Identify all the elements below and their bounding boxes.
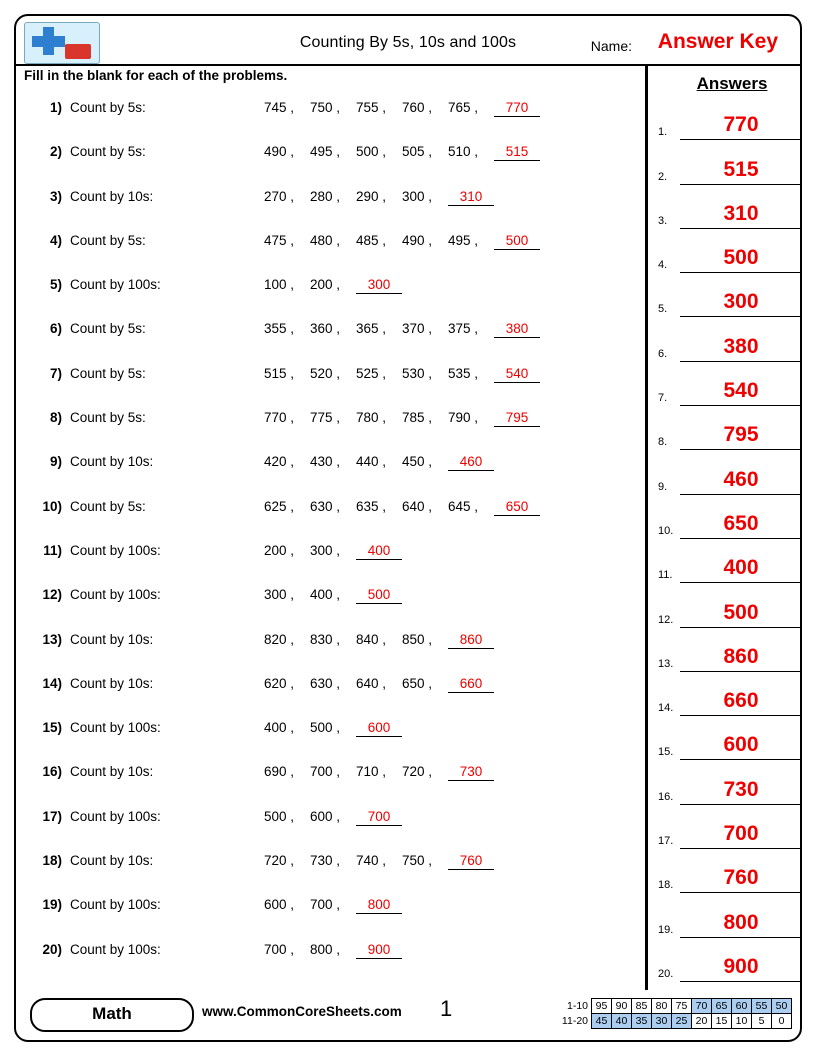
- answer-value[interactable]: 650: [723, 511, 759, 535]
- sequence-term: 450 ,: [402, 454, 433, 470]
- score-row-label: 1-10: [566, 1000, 588, 1012]
- score-cell: 15: [712, 1014, 732, 1029]
- problem-sequence: [264, 454, 494, 471]
- score-cell: 40: [612, 1014, 632, 1029]
- problem-sequence: [264, 897, 402, 914]
- score-cell: 25: [672, 1014, 692, 1029]
- answer-index: 3.: [658, 214, 668, 227]
- answer-index: 12.: [658, 613, 674, 626]
- problem-text: Count by 5s:: [70, 144, 146, 160]
- answer-value[interactable]: 900: [723, 954, 759, 978]
- sequence-term: 530 ,: [402, 365, 433, 381]
- answer-item: [656, 366, 808, 410]
- problem-row: [24, 843, 642, 887]
- problem-number: 6): [49, 321, 62, 337]
- score-cell: 95: [592, 999, 612, 1014]
- problem-text: Count by 10s:: [70, 188, 154, 204]
- problem-row: [24, 400, 642, 444]
- answer-item: [656, 277, 808, 321]
- sequence-term: 690 ,: [264, 764, 295, 780]
- worksheet-footer: [16, 988, 800, 1040]
- problem-text: Count by 5s:: [70, 365, 146, 381]
- sequence-term: 730 ,: [310, 853, 341, 869]
- answer-item: [656, 454, 808, 498]
- problem-row: [24, 134, 642, 178]
- problem-number: 7): [49, 365, 62, 381]
- answer-value[interactable]: 730: [723, 777, 759, 801]
- sequence-term: 500 ,: [264, 808, 295, 824]
- answer-item: [656, 809, 808, 853]
- score-row-label: 11-20: [561, 1015, 588, 1027]
- sequence-term: 785 ,: [402, 410, 433, 426]
- score-cell: 65: [712, 999, 732, 1014]
- answer-blank[interactable]: 900: [356, 942, 402, 959]
- problem-text: Count by 10s:: [70, 675, 154, 691]
- problem-number: 14): [42, 675, 62, 691]
- problem-row: [24, 533, 642, 577]
- answer-value[interactable]: 800: [723, 910, 759, 934]
- answer-index: 17.: [658, 835, 674, 848]
- sequence-term: 645 ,: [448, 498, 479, 514]
- problem-number: 2): [49, 144, 62, 160]
- sequence-term: 370 ,: [402, 321, 433, 337]
- problem-row: [24, 799, 642, 843]
- problem-text: Count by 100s:: [70, 720, 161, 736]
- sequence-term: 485 ,: [356, 232, 387, 248]
- sequence-term: 300 ,: [310, 542, 341, 558]
- problem-sequence: [264, 587, 402, 604]
- problem-row: [24, 90, 642, 134]
- problem-sequence: [264, 720, 402, 737]
- answer-index: 19.: [658, 923, 674, 936]
- problem-row: [24, 666, 642, 710]
- sequence-term: 490 ,: [264, 144, 295, 160]
- problem-sequence: [264, 189, 494, 206]
- sequence-term: 630 ,: [310, 498, 341, 514]
- answer-item: [656, 233, 808, 277]
- sequence-term: 480 ,: [310, 232, 341, 248]
- problem-row: [24, 622, 642, 666]
- answer-key-badge: Answer Key: [657, 30, 778, 53]
- score-row: [560, 999, 792, 1014]
- problem-sequence: [264, 100, 540, 117]
- sequence-term: 775 ,: [310, 410, 341, 426]
- worksheet-header: [16, 16, 800, 64]
- answer-index: 18.: [658, 879, 674, 892]
- problem-row: [24, 267, 642, 311]
- problem-sequence: [264, 410, 540, 427]
- problem-row: [24, 887, 642, 931]
- problem-number: 15): [42, 720, 62, 736]
- problem-number: 13): [42, 631, 62, 647]
- answer-value[interactable]: 600: [723, 733, 759, 757]
- problem-text: Count by 5s:: [70, 100, 146, 115]
- answer-value[interactable]: 760: [723, 866, 759, 890]
- sequence-term: 490 ,: [402, 232, 433, 248]
- problem-row: [24, 179, 642, 223]
- problem-list: [24, 90, 642, 976]
- problem-text: Count by 5s:: [70, 498, 146, 514]
- answer-blank[interactable]: 500: [494, 233, 540, 250]
- answer-blank[interactable]: 515: [494, 144, 540, 161]
- problem-text: Count by 100s:: [70, 897, 161, 913]
- sequence-term: 430 ,: [310, 454, 341, 470]
- score-cell: 10: [732, 1014, 752, 1029]
- problem-row: [24, 444, 642, 488]
- problem-number: 5): [49, 277, 62, 293]
- answer-blank[interactable]: 860: [448, 632, 494, 649]
- sequence-term: 400 ,: [264, 720, 295, 736]
- problem-number: 9): [49, 454, 62, 470]
- sequence-term: 740 ,: [356, 853, 387, 869]
- worksheet-page: [14, 14, 802, 1042]
- score-cell: 85: [632, 999, 652, 1014]
- problem-text: Count by 5s:: [70, 410, 146, 426]
- answer-item: [656, 321, 808, 365]
- sequence-term: 520 ,: [310, 365, 341, 381]
- score-cell: 30: [652, 1014, 672, 1029]
- answer-value[interactable]: 400: [723, 556, 759, 580]
- sequence-term: 535 ,: [448, 365, 479, 381]
- answer-item: [656, 676, 808, 720]
- answer-blank[interactable]: 770: [494, 100, 540, 117]
- problem-text: Count by 10s:: [70, 764, 154, 780]
- problem-number: 17): [42, 808, 62, 824]
- answer-item: [656, 632, 808, 676]
- sequence-term: 500 ,: [310, 720, 341, 736]
- sequence-term: 820 ,: [264, 631, 295, 647]
- sequence-term: 700 ,: [264, 941, 295, 957]
- problem-text: Count by 100s:: [70, 941, 161, 957]
- answer-item: [656, 853, 808, 897]
- sequence-term: 710 ,: [356, 764, 387, 780]
- answer-blank[interactable]: 400: [356, 543, 402, 560]
- problem-row: [24, 754, 642, 798]
- answer-value[interactable]: 700: [723, 822, 759, 846]
- answer-value[interactable]: 515: [723, 157, 759, 181]
- answer-blank[interactable]: 600: [356, 720, 402, 737]
- answer-index: 8.: [658, 436, 668, 449]
- answer-item: [656, 100, 808, 144]
- score-cell: 90: [612, 999, 632, 1014]
- sequence-term: 650 ,: [402, 675, 433, 691]
- problem-sequence: [264, 942, 402, 959]
- answer-index: 7.: [658, 392, 668, 405]
- answer-blank[interactable]: 500: [356, 587, 402, 604]
- problem-number: 12): [42, 587, 62, 603]
- sequence-term: 475 ,: [264, 232, 295, 248]
- sequence-term: 440 ,: [356, 454, 387, 470]
- problem-row: [24, 311, 642, 355]
- sequence-term: 630 ,: [310, 675, 341, 691]
- sequence-term: 200 ,: [310, 277, 341, 293]
- sequence-term: 800 ,: [310, 941, 341, 957]
- sequence-term: 720 ,: [264, 853, 295, 869]
- problem-sequence: [264, 144, 540, 161]
- problem-sequence: [264, 321, 540, 338]
- answers-heading: Answers: [696, 74, 768, 93]
- problem-text: Count by 5s:: [70, 321, 146, 337]
- sequence-term: 400 ,: [310, 587, 341, 603]
- answer-index: 15.: [658, 746, 674, 759]
- answer-index: 1.: [658, 126, 668, 139]
- answer-blank[interactable]: 730: [448, 764, 494, 781]
- problem-sequence: [264, 499, 540, 516]
- answer-blank[interactable]: 540: [494, 366, 540, 383]
- answer-index: 4.: [658, 259, 668, 272]
- sequence-term: 850 ,: [402, 631, 433, 647]
- answer-blank[interactable]: 380: [494, 321, 540, 338]
- problem-sequence: [264, 233, 540, 250]
- sequence-term: 200 ,: [264, 542, 295, 558]
- score-cell: 20: [692, 1014, 712, 1029]
- sequence-term: 750 ,: [402, 853, 433, 869]
- page-number: 1: [440, 996, 453, 1021]
- problem-number: 18): [42, 853, 62, 869]
- problem-sequence: [264, 853, 494, 870]
- sequence-term: 830 ,: [310, 631, 341, 647]
- subject-badge: Math: [30, 998, 194, 1032]
- problem-text: Count by 10s:: [70, 853, 154, 869]
- problem-number: 20): [42, 941, 62, 957]
- sequence-term: 600 ,: [264, 897, 295, 913]
- sequence-term: 700 ,: [310, 764, 341, 780]
- sequence-term: 635 ,: [356, 498, 387, 514]
- answer-blank[interactable]: 800: [356, 897, 402, 914]
- score-cell: 35: [632, 1014, 652, 1029]
- answer-blank[interactable]: 795: [494, 410, 540, 427]
- problem-row: [24, 489, 642, 533]
- problem-row: [24, 932, 642, 976]
- sequence-term: 290 ,: [356, 188, 387, 204]
- sequence-term: 515 ,: [264, 365, 295, 381]
- answer-index: 9.: [658, 480, 668, 493]
- answer-item: [656, 499, 808, 543]
- score-cell: 60: [732, 999, 752, 1014]
- problem-sequence: [264, 809, 402, 826]
- problem-number: 4): [49, 232, 62, 248]
- sequence-term: 640 ,: [356, 675, 387, 691]
- answer-blank[interactable]: 310: [448, 189, 494, 206]
- answer-blank[interactable]: 700: [356, 809, 402, 826]
- problem-row: [24, 710, 642, 754]
- sequence-term: 525 ,: [356, 365, 387, 381]
- problem-text: Count by 10s:: [70, 631, 154, 647]
- score-row: [560, 1014, 792, 1029]
- sequence-term: 765 ,: [448, 100, 479, 115]
- sequence-term: 300 ,: [264, 587, 295, 603]
- sequence-term: 500 ,: [356, 144, 387, 160]
- problem-text: Count by 5s:: [70, 232, 146, 248]
- sequence-term: 420 ,: [264, 454, 295, 470]
- answer-item: [656, 410, 808, 454]
- answer-value[interactable]: 380: [723, 334, 759, 358]
- score-cell: 5: [752, 1014, 772, 1029]
- answer-value[interactable]: 860: [723, 644, 759, 668]
- score-cell: 45: [592, 1014, 612, 1029]
- problem-row: [24, 223, 642, 267]
- score-cell: 80: [652, 999, 672, 1014]
- problem-number: 19): [42, 897, 62, 913]
- answer-value[interactable]: 540: [723, 379, 759, 403]
- answer-item: [656, 720, 808, 764]
- sequence-term: 300 ,: [402, 188, 433, 204]
- sequence-term: 625 ,: [264, 498, 295, 514]
- answer-item: [656, 144, 808, 188]
- problem-number: 10): [42, 498, 62, 514]
- sequence-term: 640 ,: [402, 498, 433, 514]
- answer-value[interactable]: 660: [723, 689, 759, 713]
- sequence-term: 360 ,: [310, 321, 341, 337]
- problem-number: 1): [49, 100, 62, 115]
- problem-text: Count by 10s:: [70, 454, 154, 470]
- answer-item: [656, 189, 808, 233]
- problem-sequence: [264, 676, 494, 693]
- answer-blank[interactable]: 760: [448, 853, 494, 870]
- answer-value[interactable]: 795: [723, 423, 759, 447]
- problem-row: [24, 356, 642, 400]
- sequence-term: 100 ,: [264, 277, 295, 293]
- answer-item: [656, 764, 808, 808]
- problem-number: 16): [42, 764, 62, 780]
- answer-value[interactable]: 500: [723, 600, 759, 624]
- sequence-term: 375 ,: [448, 321, 479, 337]
- answer-index: 6.: [658, 347, 668, 360]
- page-title: Counting By 5s, 10s and 100s: [299, 34, 517, 51]
- answer-blank[interactable]: 650: [494, 499, 540, 516]
- instructions-text: Fill in the blank for each of the problems.: [24, 68, 288, 83]
- header-divider: [16, 64, 800, 66]
- sequence-term: 760 ,: [402, 100, 433, 115]
- sequence-term: 510 ,: [448, 144, 479, 160]
- sequence-term: 840 ,: [356, 631, 387, 647]
- name-label: Name:: [590, 38, 632, 54]
- score-cell: 55: [752, 999, 772, 1014]
- sequence-term: 780 ,: [356, 410, 387, 426]
- score-cell: 0: [772, 1014, 792, 1029]
- sequence-term: 355 ,: [264, 321, 295, 337]
- problem-sequence: [264, 632, 494, 649]
- problem-sequence: [264, 543, 402, 560]
- answer-index: 11.: [658, 569, 673, 582]
- problem-text: Count by 100s:: [70, 277, 161, 293]
- answer-value[interactable]: 300: [723, 290, 759, 314]
- answer-blank[interactable]: 460: [448, 454, 494, 471]
- answer-value[interactable]: 500: [723, 246, 759, 270]
- answer-index: 14.: [658, 702, 674, 715]
- sequence-term: 495 ,: [310, 144, 341, 160]
- problem-text: Count by 100s:: [70, 808, 161, 824]
- column-divider: [645, 66, 648, 990]
- sequence-term: 600 ,: [310, 808, 341, 824]
- answer-index: 16.: [658, 790, 674, 803]
- problem-number: 3): [49, 188, 62, 204]
- sequence-term: 270 ,: [264, 188, 295, 204]
- answer-value[interactable]: 310: [723, 201, 759, 225]
- sequence-term: 700 ,: [310, 897, 341, 913]
- sequence-term: 755 ,: [356, 100, 387, 115]
- answer-item: [656, 942, 808, 986]
- answer-item: [656, 897, 808, 941]
- problem-number: 8): [49, 410, 62, 426]
- answer-index: 10.: [658, 524, 674, 537]
- problem-sequence: [264, 277, 402, 294]
- sequence-term: 750 ,: [310, 100, 341, 115]
- score-cell: 70: [692, 999, 712, 1014]
- problem-number: 11): [43, 542, 62, 558]
- sequence-term: 495 ,: [448, 232, 479, 248]
- answer-value[interactable]: 460: [723, 467, 759, 491]
- answer-blank[interactable]: 660: [448, 676, 494, 693]
- answer-blank[interactable]: 300: [356, 277, 402, 294]
- answer-index: 13.: [658, 657, 674, 670]
- sequence-term: 790 ,: [448, 410, 479, 426]
- answer-index: 5.: [658, 303, 668, 316]
- sequence-term: 620 ,: [264, 675, 295, 691]
- problem-text: Count by 100s:: [70, 587, 161, 603]
- sequence-term: 280 ,: [310, 188, 341, 204]
- website-url: www.CommonCoreSheets.com: [202, 1004, 402, 1019]
- score-cell: 75: [672, 999, 692, 1014]
- answer-column: [656, 74, 808, 986]
- problem-row: [24, 577, 642, 621]
- sequence-term: 770 ,: [264, 410, 295, 426]
- problem-sequence: [264, 366, 540, 383]
- sequence-term: 720 ,: [402, 764, 433, 780]
- sequence-term: 365 ,: [356, 321, 387, 337]
- answer-value[interactable]: 770: [723, 113, 759, 137]
- answer-index: 20.: [658, 967, 674, 980]
- problem-text: Count by 100s:: [70, 542, 161, 558]
- answer-item: [656, 543, 808, 587]
- scoring-table: [560, 998, 792, 1029]
- sequence-term: 745 ,: [264, 100, 295, 115]
- answer-item: [656, 587, 808, 631]
- problem-sequence: [264, 764, 494, 781]
- answer-index: 2.: [658, 170, 668, 183]
- sequence-term: 505 ,: [402, 144, 433, 160]
- score-cell: 50: [772, 999, 792, 1014]
